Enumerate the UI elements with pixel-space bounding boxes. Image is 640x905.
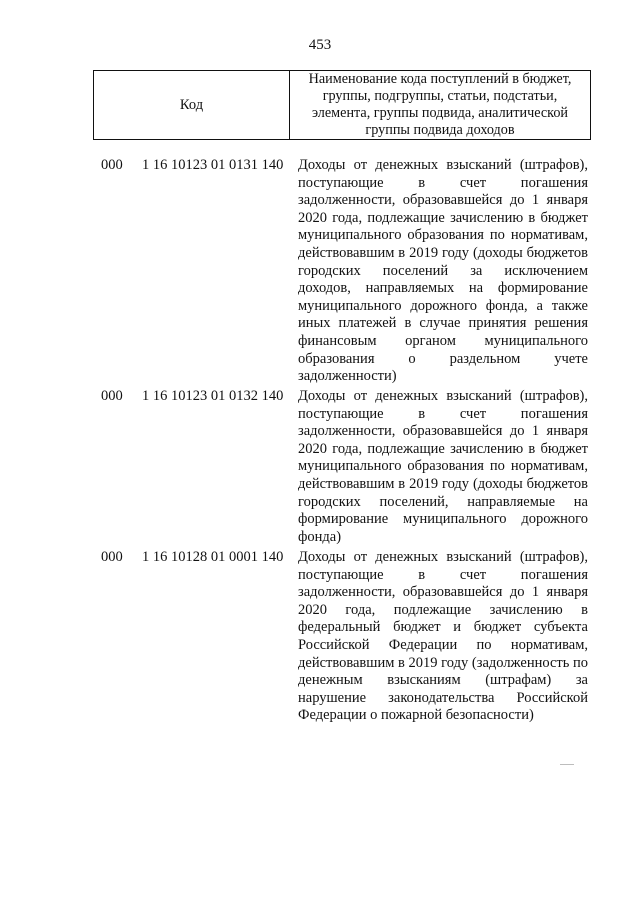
description-line: муниципального образования по нормативам,: [298, 458, 588, 475]
description-line: городских поселений, направляемые на: [298, 493, 588, 510]
header-code-cell: Код: [94, 71, 290, 139]
revenue-description: [298, 388, 588, 546]
description-line: задолженности): [298, 368, 397, 385]
revenue-code: 1 16 10123 01 0132 140: [142, 388, 284, 404]
description-line: денежным взысканиям (штрафам) за: [298, 672, 588, 689]
header-name-cell: Наименование кода поступлений в бюджет, группы, подгруппы, статьи, подстатьи, элемента, группы подвида, аналитической группы подвида доходов: [308, 71, 572, 138]
description-line: действовавшим в 2019 году (задолженность по: [298, 654, 588, 671]
description-line: Федерации о пожарной безопасности): [298, 707, 534, 724]
description-line: муниципального дорожного фонда, а также: [298, 297, 588, 314]
description-line: городских поселений за исключением: [298, 262, 588, 279]
description-line: иных платежей в случае принятия решения: [298, 315, 588, 332]
revenue-description: [298, 549, 588, 725]
admin-code: 000: [101, 157, 123, 173]
description-line: поступающие в счет погашения: [298, 174, 588, 191]
description-line: финансовым органом муниципального: [298, 332, 588, 349]
description-line: фонда): [298, 528, 342, 545]
description-line: 2020 года, подлежащие зачислению в бюджет: [298, 209, 588, 226]
description-line: задолженности, образовавшейся до 1 января: [298, 423, 588, 440]
revenue-code: 1 16 10123 01 0131 140: [142, 157, 284, 173]
description-line: нарушение законодательства Российской: [298, 689, 588, 706]
description-line: действовавшим в 2019 году (доходы бюджетов: [298, 475, 588, 492]
admin-code: 000: [101, 388, 123, 404]
revenue-description: [298, 157, 588, 386]
description-line: задолженности, образовавшейся до 1 января: [298, 584, 588, 601]
description-line: 2020 года, подлежащие зачислению в: [298, 601, 588, 618]
description-line: поступающие в счет погашения: [298, 405, 588, 422]
description-line: муниципального образования по нормативам,: [298, 227, 588, 244]
description-line: поступающие в счет погашения: [298, 566, 588, 583]
admin-code: 000: [101, 549, 123, 565]
description-line: Российской Федерации по нормативам,: [298, 636, 588, 653]
description-line: Доходы от денежных взысканий (штрафов),: [298, 388, 588, 404]
page-number: 453: [308, 37, 332, 53]
table-header: [93, 70, 591, 140]
description-line: формирование муниципального дорожного: [298, 511, 588, 528]
revenue-code: 1 16 10128 01 0001 140: [142, 549, 284, 565]
description-line: действовавшим в 2019 году (доходы бюджетов: [298, 244, 588, 261]
description-line: федеральный бюджет и бюджет субъекта: [298, 619, 588, 636]
scan-mark: [560, 764, 574, 765]
description-line: 2020 года, подлежащие зачислению в бюджет: [298, 440, 588, 457]
description-line: Доходы от денежных взысканий (штрафов),: [298, 157, 588, 173]
description-line: доходов, направляемых на формирование: [298, 280, 588, 297]
description-line: образования о раздельном учете: [298, 350, 588, 367]
description-line: задолженности, образовавшейся до 1 января: [298, 192, 588, 209]
description-line: Доходы от денежных взысканий (штрафов),: [298, 549, 588, 565]
